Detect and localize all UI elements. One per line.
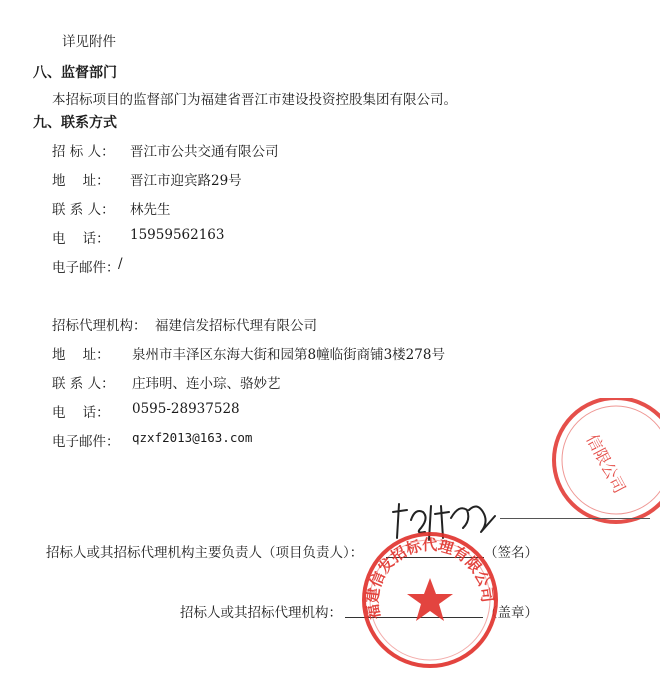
agency-name-value: 福建信发招标代理有限公司 (155, 318, 317, 334)
agency-contact-label: 联 系 人： (52, 376, 115, 392)
section9-heading: 九、联系方式 (33, 115, 117, 131)
tenderer-contact-label: 联 系 人： (52, 202, 115, 218)
agency-email-label: 电子邮件： (52, 434, 120, 450)
agency-contact-value: 庄玮明、连小琮、骆妙艺 (132, 376, 281, 392)
responsible-person-label: 招标人或其招标代理机构主要负责人（项目负责人）： (46, 545, 364, 561)
tenderer-phone-value: 15959562163 (130, 227, 225, 243)
top-stamp-text: 信限公司 (582, 430, 630, 497)
signature-extension-line (500, 518, 650, 519)
seal-star-icon (407, 578, 453, 621)
tenderer-email-label: 电子邮件： (52, 260, 120, 276)
tenderer-email-value: / (118, 256, 123, 272)
attachment-note: 详见附件 (62, 34, 116, 50)
agency-phone-value: 0595-28937528 (132, 401, 240, 417)
tenderer-address-value: 晋江市迎宾路29号 (130, 173, 242, 189)
organization-seal-label: 招标人或其招标代理机构： (180, 605, 342, 621)
tenderer-contact-value: 林先生 (130, 202, 171, 218)
tenderer-phone-label: 电 话： (52, 231, 110, 247)
tenderer-address-label: 地 址： (52, 173, 110, 189)
section8-body: 本招标项目的监督部门为福建省晋江市建设投资控股集团有限公司。 (52, 92, 457, 108)
agency-address-label: 地 址： (52, 347, 110, 363)
seal-arc-text: 福建信发招标代理有限公司 (363, 535, 497, 621)
agency-seal (360, 530, 500, 670)
agency-phone-label: 电 话： (52, 405, 110, 421)
agency-name-label: 招标代理机构： (52, 318, 147, 334)
agency-seal-partial (546, 398, 660, 528)
tenderer-name-label: 招 标 人： (52, 144, 115, 160)
agency-email-value: qzxf2013@163.com (132, 430, 253, 445)
seal-suffix: （盖章） (484, 605, 538, 621)
section8-heading: 八、监督部门 (33, 65, 117, 81)
tenderer-name-value: 晋江市公共交通有限公司 (130, 144, 279, 160)
signature-suffix: （签名） (484, 545, 538, 561)
agency-address-value: 泉州市丰泽区东海大街和园第8幢临街商铺3楼278号 (132, 347, 445, 363)
